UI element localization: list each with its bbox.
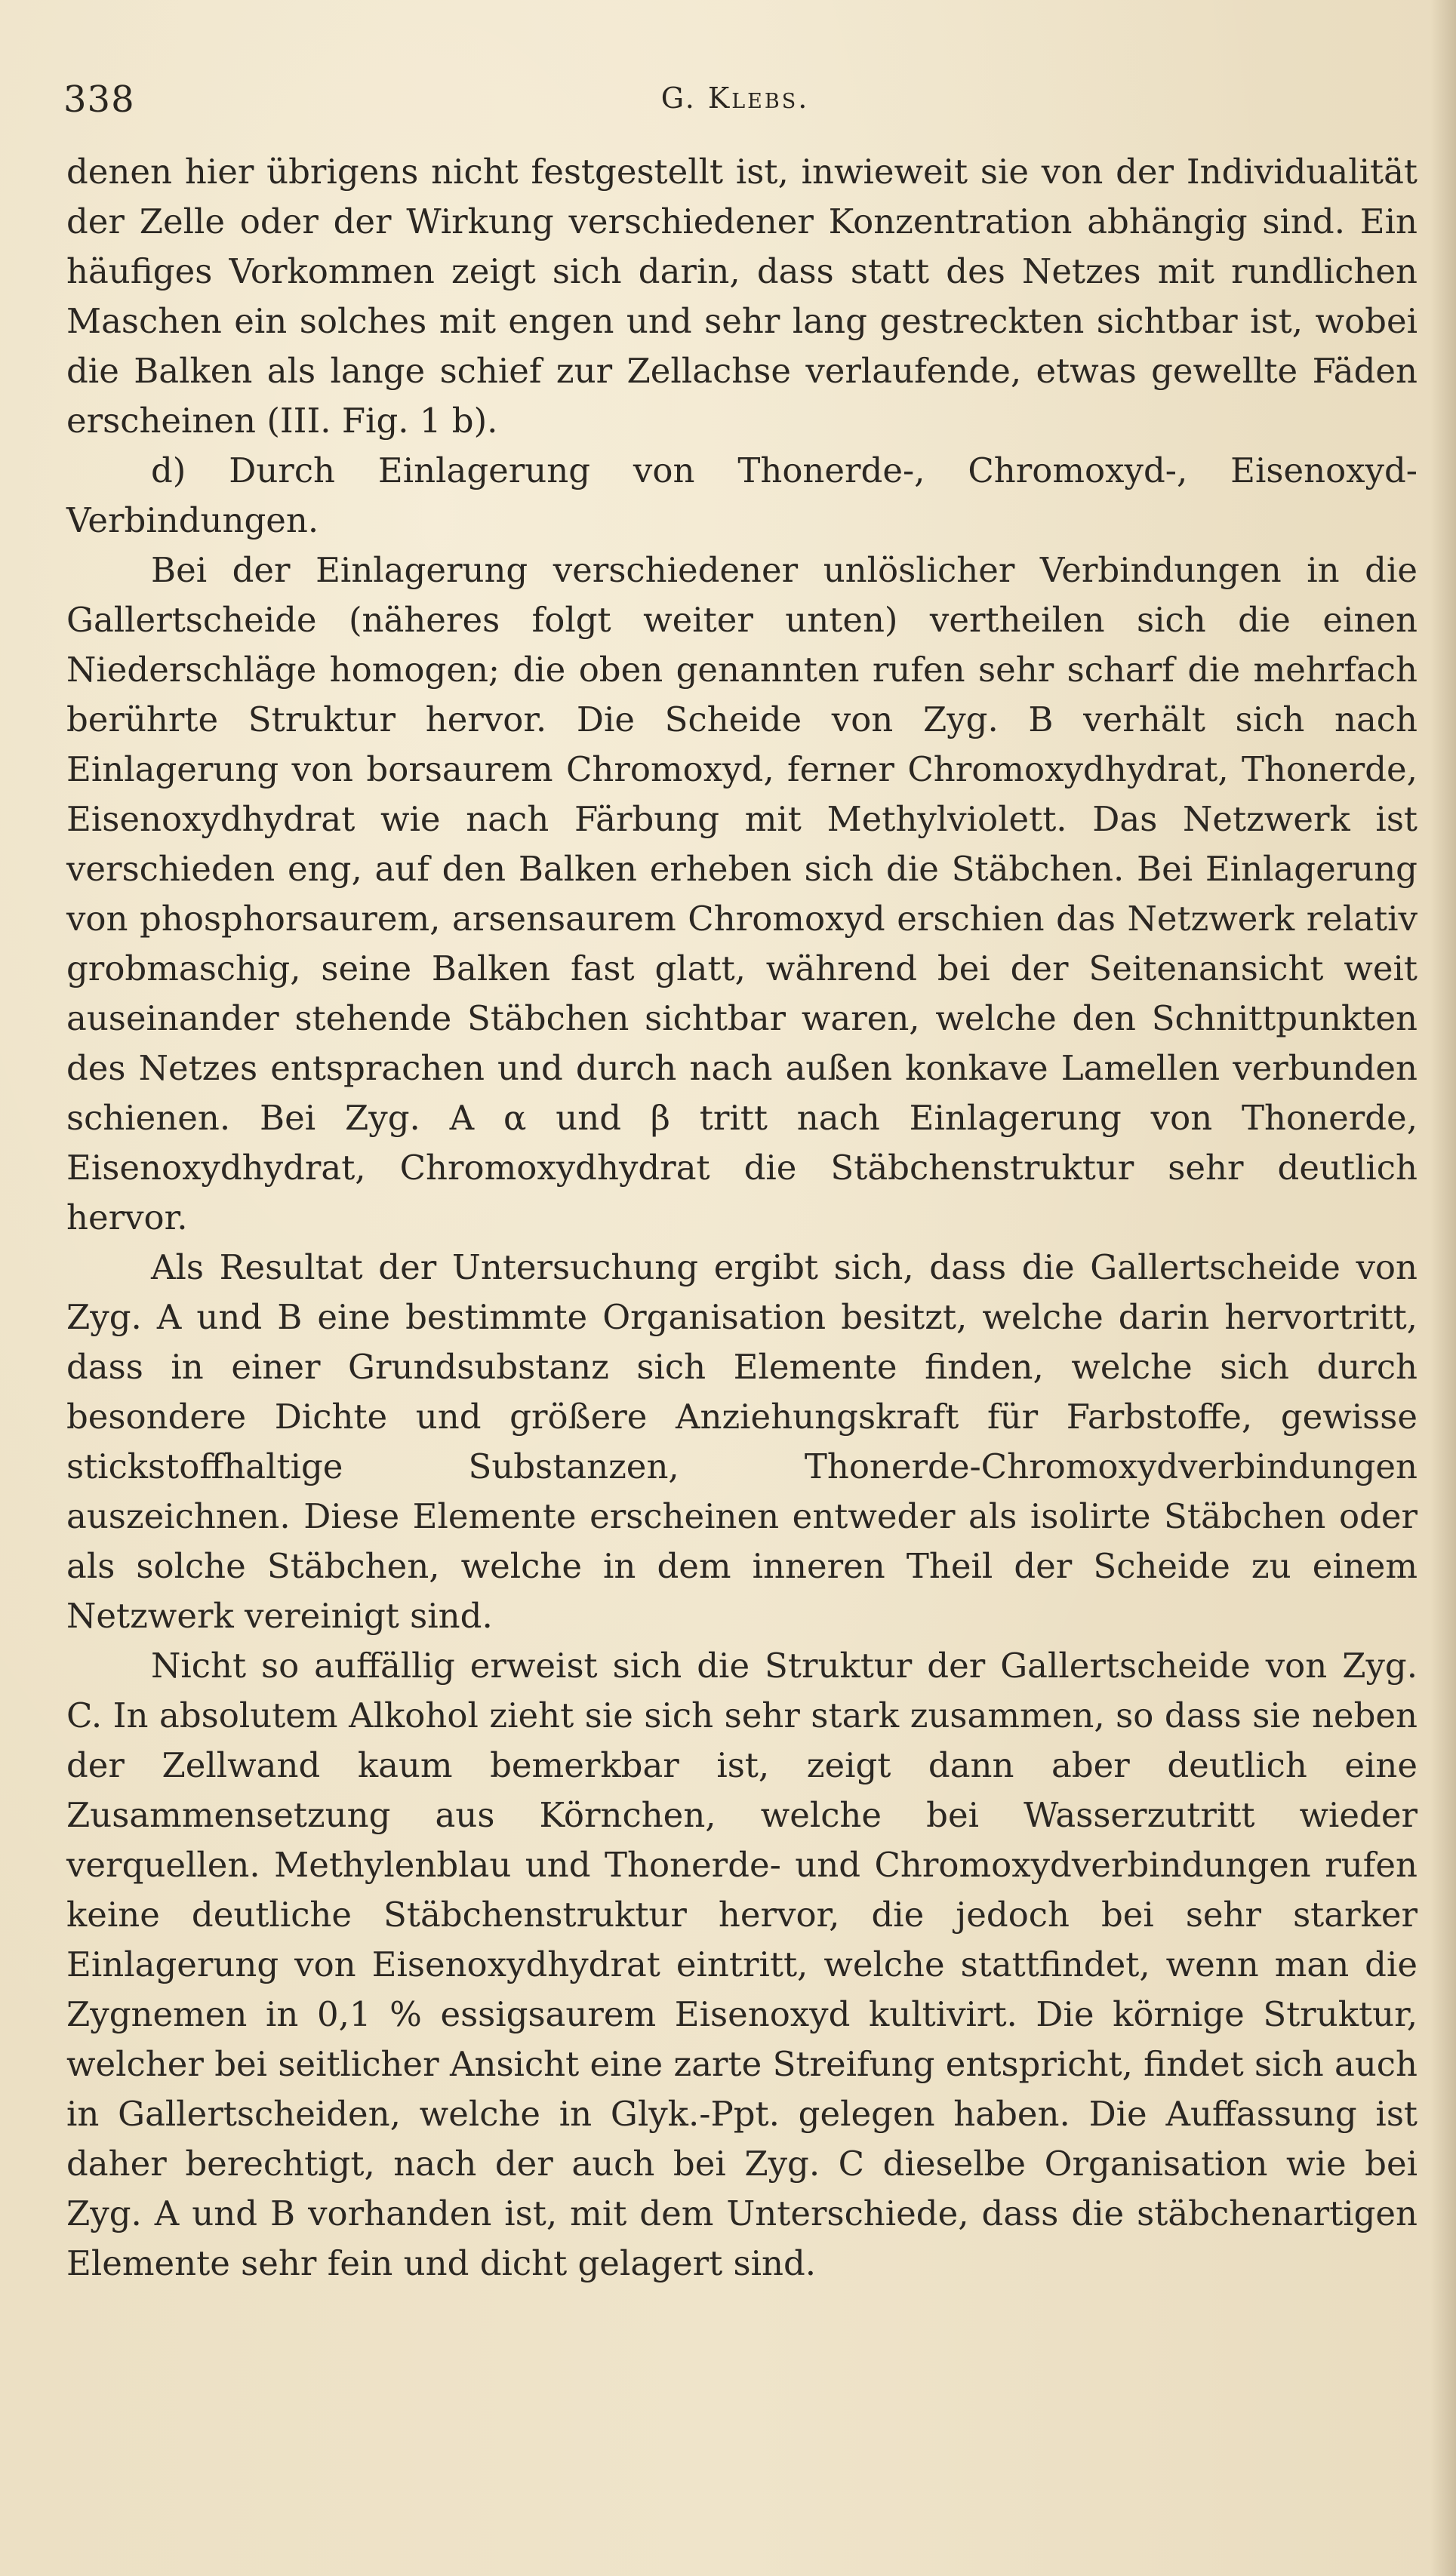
running-head: G. Klebs. xyxy=(660,81,810,115)
paragraph-einlagerung: Bei der Einlagerung verschiedener unlöslicher Verbindungen in die Gallertscheide (näheres folgt weiter unten) vertheilen sich die einen Niederschläge homogen; die oben genannten rufen sehr scharf die mehrfach berührte Struktur hervor. Die Scheide von Zyg. B verhält sich nach Einlagerung von borsaurem Chromoxyd, ferner Chromoxydhydrat, Thonerde, Eisenoxydhydrat wie nach Färbung mit Methylviolett. Das Netzwerk ist verschieden eng, auf den Balken erheben sich die Stäbchen. Bei Einlagerung von phosphorsaurem, arsensaurem Chromoxyd erschien das Netzwerk relativ grobmaschig, seine Balken fast glatt, während bei der Seitenansicht weit auseinander stehende Stäbchen sichtbar waren, welche den Schnittpunkten des Netzes entsprachen und durch nach außen konkave Lamellen verbunden schienen. Bei Zyg. A α und β tritt nach Einlagerung von Thonerde, Eisenoxydhydrat, Chromoxydhydrat die Stäbchenstruktur sehr deutlich hervor. xyxy=(66,550,1418,1237)
page-header xyxy=(63,78,1407,124)
page-edge-shadow xyxy=(1430,0,1456,2576)
paragraph-zyg-c: Nicht so auffällig erweist sich die Struktur der Gallertscheide von Zyg. C. In absolutem Alkohol zieht sie sich sehr stark zusammen, so dass sie neben der Zellwand kaum bemerkbar ist, zeigt dann aber deutlich eine Zusammensetzung aus Körnchen, welche bei Wasserzutritt wieder verquellen. Methylenblau und Thonerde- und Chromoxydverbindungen rufen keine deutliche Stäbchenstruktur hervor, die jedoch bei sehr starker Einlagerung von Eisenoxydhydrat eintritt, welche stattfindet, wenn man die Zygnemen in 0,1 % essigsaurem Eisenoxyd kultivirt. Die körnige Struktur, welcher bei seitlicher Ansicht eine zarte Streifung entspricht, findet sich auch in Gallertscheiden, welche in Glyk.-Ppt. gelegen haben. Die Auffassung ist daher berechtigt, nach der auch bei Zyg. C dieselbe Organisation wie bei Zyg. A und B vorhanden ist, mit dem Unterschiede, dass die stäbchenartigen Elemente sehr fein und dicht gelagert sind. xyxy=(66,1646,1418,2283)
paragraph-resultat: Als Resultat der Untersuchung ergibt sich, dass die Gallertscheide von Zyg. A und B eine bestimmte Organisation besitzt, welche darin hervortritt, dass in einer Grundsubstanz sich Elemente finden, welche sich durch besondere Dichte und größere Anziehungskraft für Farbstoffe, gewisse stickstoffhaltige Substanzen, Thonerde-Chromoxydverbindungen auszeichnen. Diese Elemente erscheinen entweder als isolirte Stäbchen oder als solche Stäbchen, welche in dem inneren Theil der Scheide zu einem Netzwerk vereinigt sind. xyxy=(66,1247,1418,1636)
section-heading-d: d) Durch Einlagerung von Thonerde-, Chromoxyd-, Eisenoxyd-Verbindungen. xyxy=(66,450,1418,540)
body-text xyxy=(66,147,1418,2289)
paragraph-continuation: denen hier übrigens nicht festgestellt ist, inwieweit sie von der Individualität der Zelle oder der Wirkung verschiedener Konzentration abhängig sind. Ein häufiges Vorkommen zeigt sich darin, dass statt des Netzes mit rundlichen Maschen ein solches mit engen und sehr lang gestreckten sichtbar ist, wobei die Balken als lange schief zur Zellachse verlaufende, etwas gewellte Fäden erscheinen (III. Fig. 1 b). xyxy=(66,152,1418,441)
page-number: 338 xyxy=(63,78,135,121)
